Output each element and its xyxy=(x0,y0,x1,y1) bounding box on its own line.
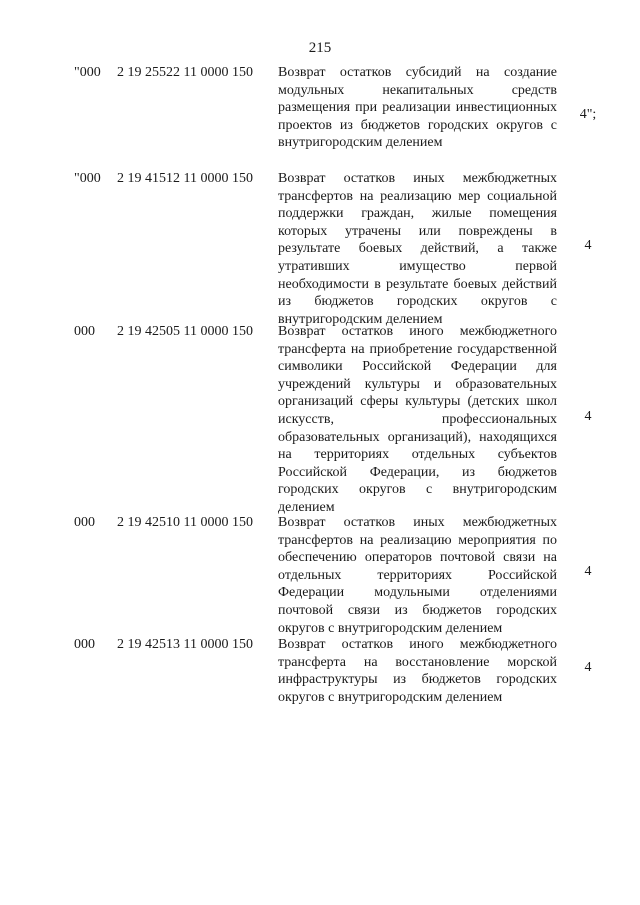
row-description: Возврат остатков иного межбюджетного трансферта на приобретение государственной символики Российской Федерации для учреждений культуры и образовательных организаций сферы культуры (детских школ искусств, профессиональных образовательных организаций), находящихся на территориях отдельных субъектов Российской Федерации, из бюджетов городских округов с внутригородским делением xyxy=(278,324,557,515)
row-description: Возврат остатков иных межбюджетных трансфертов на реализацию мер социальной поддержки граждан, жилые помещения которых утрачены или повреждены в результате боевых действий, а также утративших имущество первой необходимости в результате боевых действий из бюджетов городских округов с внутригородским делением xyxy=(278,171,557,327)
row-description: Возврат остатков субсидий на создание модульных некапитальных средств размещения при реализации инвестиционных проектов из бюджетов городских округов с внутригородским делением xyxy=(278,65,557,151)
admin-code: "000 xyxy=(74,65,101,80)
budget-classification-code: 2 19 41512 11 0000 150 xyxy=(117,171,253,186)
budget-classification-code: 2 19 25522 11 0000 150 xyxy=(117,65,253,80)
budget-classification-code: 2 19 42505 11 0000 150 xyxy=(117,324,253,339)
admin-code: "000 xyxy=(74,171,101,186)
row-value: 4 xyxy=(584,564,592,579)
row-value: 4 xyxy=(584,238,592,253)
admin-code: 000 xyxy=(74,637,95,652)
row-value: 4 xyxy=(584,660,592,675)
budget-classification-code: 2 19 42510 11 0000 150 xyxy=(117,515,253,530)
admin-code: 000 xyxy=(74,324,95,339)
budget-classification-code: 2 19 42513 11 0000 150 xyxy=(117,637,253,652)
page-number: 215 xyxy=(308,40,332,56)
row-value: 4"; xyxy=(579,107,597,122)
row-value: 4 xyxy=(584,409,592,424)
admin-code: 000 xyxy=(74,515,95,530)
row-description: Возврат остатков иного межбюджетного трансферта на восстановление морской инфраструктуры из бюджетов городских округов с внутригородским делением xyxy=(278,637,557,705)
row-description: Возврат остатков иных межбюджетных трансфертов на реализацию мероприятия по обеспечению операторов почтовой связи на отдельных территориях Российской Федерации модульными отделениями почтовой связи из бюджетов городских округов с внутригородским делением xyxy=(278,515,557,636)
